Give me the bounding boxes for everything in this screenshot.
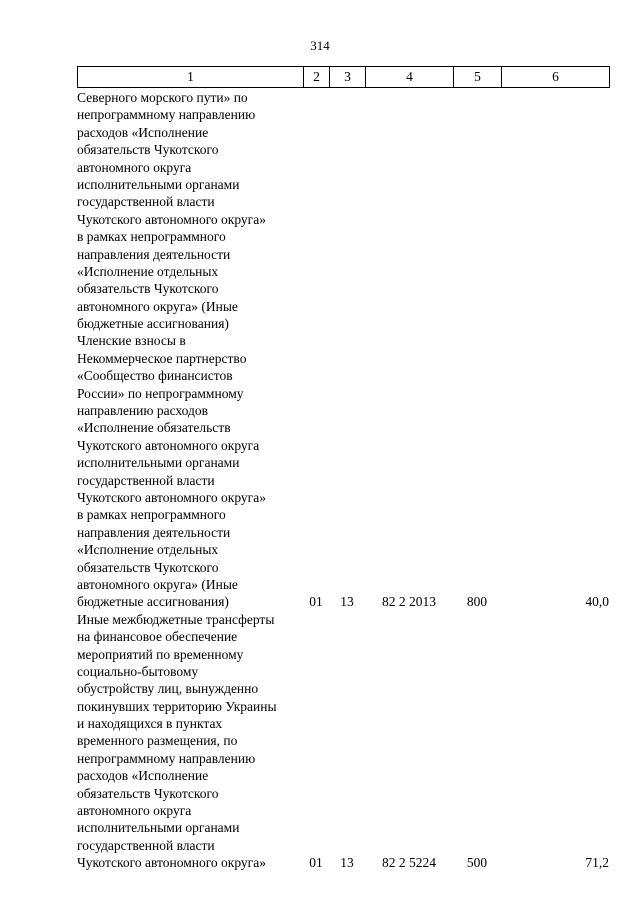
- description-line: обязательств Чукотского: [77, 785, 219, 801]
- header-col-1: 1: [78, 67, 304, 88]
- description-line: Членские взносы в: [77, 333, 186, 349]
- row-amount: 71,2: [585, 855, 609, 871]
- description-line: Некоммерческое партнерство: [77, 350, 247, 366]
- description-line: обустройству лиц, вынужденно: [77, 681, 259, 697]
- description-line: государственной власти: [77, 194, 215, 210]
- description-line: Северного морского пути» по: [77, 90, 248, 105]
- row-csr: 82 2 2013: [382, 594, 436, 610]
- table-header: [77, 66, 610, 88]
- description-line: Чукотского автономного округа: [77, 437, 260, 453]
- description-line: в рамках непрограммного: [77, 229, 226, 245]
- header-col-3: 3: [330, 67, 366, 88]
- row-vr: 500: [466, 855, 488, 871]
- description-line: «Исполнение отдельных: [77, 263, 219, 279]
- row-rz: 01: [309, 855, 323, 871]
- description-line: расходов «Исполнение: [77, 124, 209, 140]
- description-line: направлению расходов: [77, 403, 208, 419]
- table-row: [77, 332, 609, 610]
- row-description: [77, 611, 303, 872]
- description-line: временного размещения, по: [77, 733, 238, 749]
- description-line: автономного округа: [77, 159, 192, 175]
- description-line: непрограммному направлению: [77, 107, 256, 123]
- description-line: исполнительными органами: [77, 455, 240, 471]
- description-line: автономного округа: [77, 803, 192, 819]
- description-line: государственной власти: [77, 472, 215, 488]
- row-pr: 13: [340, 855, 354, 871]
- description-line: «Исполнение отдельных: [77, 542, 219, 558]
- description-line: мероприятий по временному: [77, 646, 244, 662]
- description-line: в рамках непрограммного: [77, 507, 226, 523]
- description-line: Чукотского автономного округа»: [77, 489, 266, 505]
- description-line: исполнительными органами: [77, 820, 240, 836]
- page-number: 314: [310, 38, 330, 53]
- description-line: на финансовое обеспечение: [77, 629, 238, 645]
- header-col-5: 5: [454, 67, 502, 88]
- description-line: России» по непрограммному: [77, 385, 244, 401]
- description-line: автономного округа» (Иные: [77, 576, 238, 592]
- description-line: автономного округа» (Иные: [77, 298, 238, 314]
- description-line: исполнительными органами: [77, 176, 240, 192]
- description-line: обязательств Чукотского: [77, 559, 219, 575]
- description-line: Чукотского автономного округа»: [77, 211, 266, 227]
- header-col-6: 6: [502, 67, 610, 88]
- description-line: непрограммному направлению: [77, 750, 256, 766]
- description-line: бюджетные ассигнования): [77, 594, 229, 610]
- description-line: бюджетные ассигнования): [77, 316, 229, 332]
- description-line: обязательств Чукотского: [77, 281, 219, 297]
- description-line: расходов «Исполнение: [77, 768, 209, 784]
- table-row: [77, 611, 609, 872]
- header-col-2: 2: [304, 67, 330, 88]
- description-line: государственной власти: [77, 837, 215, 853]
- header-row: [78, 67, 610, 88]
- description-line: обязательств Чукотского: [77, 142, 219, 158]
- row-amount: 40,0: [585, 594, 609, 610]
- table-body: [77, 89, 609, 872]
- row-rz: 01: [309, 594, 323, 610]
- row-csr: 82 2 5224: [382, 855, 436, 871]
- description-line: «Сообщество финансистов: [77, 368, 233, 384]
- description-line: «Исполнение обязательств: [77, 420, 231, 436]
- row-vr: 800: [466, 594, 488, 610]
- description-line: направления деятельности: [77, 524, 231, 540]
- description-line: покинувших территорию Украины: [77, 698, 277, 714]
- row-description: [77, 89, 303, 332]
- row-pr: 13: [340, 594, 354, 610]
- header-col-4: 4: [366, 67, 454, 88]
- description-line: и находящихся в пунктах: [77, 716, 223, 732]
- table-row: [77, 89, 609, 332]
- description-line: социально-бытовому: [77, 663, 199, 679]
- description-line: Чукотского автономного округа»: [77, 855, 266, 871]
- row-description: [77, 332, 303, 610]
- description-line: направления деятельности: [77, 246, 231, 262]
- description-line: Иные межбюджетные трансферты: [77, 611, 275, 627]
